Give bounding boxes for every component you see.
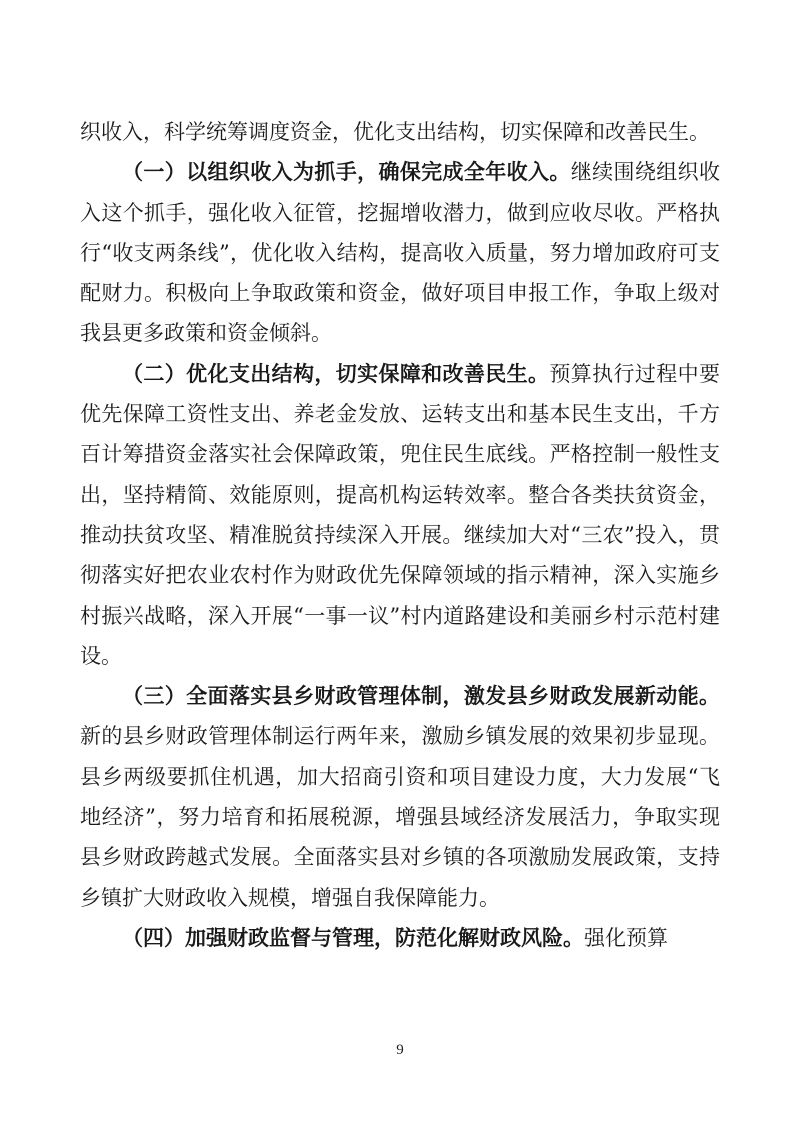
paragraph-section-2: [80, 354, 720, 676]
page-number: 9: [396, 1042, 404, 1058]
section-1-heading: （一）以组织收入为抓手，确保完成全年收入。: [122, 159, 571, 185]
section-2-heading: （二）优化支出结构，切实保障和改善民生。: [122, 360, 550, 386]
paragraph-section-4: [80, 918, 720, 958]
document-body: [80, 112, 720, 958]
paragraph-continuation: [80, 112, 720, 152]
section-3-heading: （三）全面落实县乡财政管理体制，激发县乡财政发展新动能。: [122, 683, 720, 709]
section-4-heading: （四）加强财政监督与管理，防范化解财政风险。: [122, 924, 584, 950]
section-2-text: 预算执行过程中要优先保障工资性支出、养老金发放、运转支出和基本民生支出，千方百计筹措资金落实社会保障政策，兜住民生底线。严格控制一般性支出，坚持精简、效能原则，提高机构运转效率。整合各类扶贫资金，推动扶贫攻坚、精准脱贫持续深入开展。继续加大对“三农”投入，贯彻落实好把农业农村作为财政优先保障领域的指示精神，深入实施乡村振兴战略，深入开展“一事一议”村内道路建设和美丽乡村示范村建设。: [80, 361, 720, 668]
paragraph-text: 织收入，科学统筹调度资金，优化支出结构，切实保障和改善民生。: [80, 120, 710, 144]
section-1-text: 继续围绕组织收入这个抓手，强化收入征管，挖掘增收潜力，做到应收尽收。严格执行“收支两条线”，优化收入结构，提高收入质量，努力增加政府可支配财力。积极向上争取政策和资金，做好项目申报工作，争取上级对我县更多政策和资金倾斜。: [80, 160, 721, 346]
section-4-text: 强化预算: [584, 925, 668, 950]
paragraph-section-3: [80, 676, 720, 918]
paragraph-section-1: [80, 152, 720, 353]
section-3-text: 新的县乡财政管理体制运行两年来，激励乡镇发展的效果初步显现。县乡两级要抓住机遇，加大招商引资和项目建设力度，大力发展“飞地经济”，努力培育和拓展税源，增强县域经济发展活力，争取实现县乡财政跨越式发展。全面落实县对乡镇的各项激励发展政策，支持乡镇扩大财政收入规模，增强自我保障能力。: [80, 724, 720, 910]
